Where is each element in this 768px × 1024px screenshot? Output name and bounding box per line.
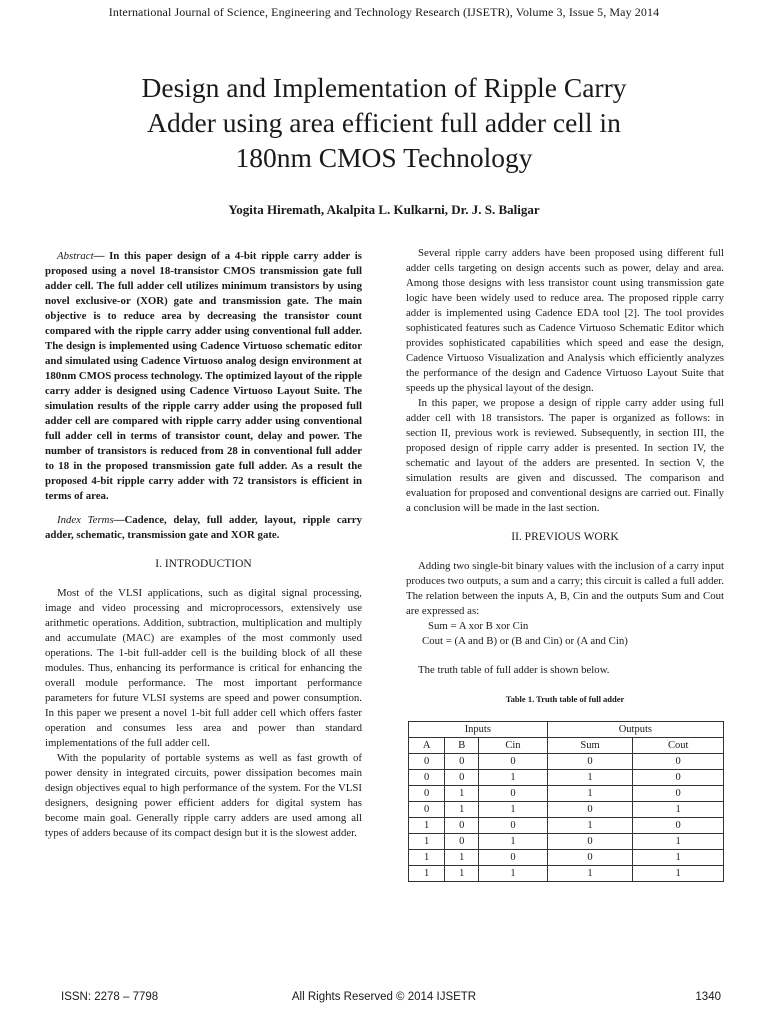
table-cell: 1 (409, 818, 445, 834)
table-cell: 0 (445, 770, 479, 786)
table-cell: 0 (479, 786, 547, 802)
column-header: Sum (547, 738, 633, 754)
table-cell: 0 (547, 802, 633, 818)
left-column (45, 249, 362, 841)
table-cell: 0 (409, 770, 445, 786)
intro-paragraph-2: With the popularity of portable systems as well as fast growth of power density in integrated circuits, power dissipation becomes main design objectives equal to high performance of the system. For the VLSI designers, designing power efficient adders for digital system has become main goal. Generally ripple carry adders are used among all types of adders because of its compact design but it is the slowest adder. (45, 752, 362, 839)
table-header-row (409, 738, 724, 754)
table-cell: 0 (409, 786, 445, 802)
table-cell: 0 (479, 818, 547, 834)
table-row (409, 834, 724, 850)
group-header-outputs: Outputs (547, 722, 723, 738)
abstract (45, 249, 362, 504)
table-row (409, 802, 724, 818)
right-column (406, 246, 724, 882)
table-group-header-row (409, 722, 724, 738)
table-cell: 1 (547, 818, 633, 834)
table-row (409, 754, 724, 770)
table-cell: 0 (445, 754, 479, 770)
table-cell: 0 (547, 834, 633, 850)
table-cell: 0 (633, 754, 724, 770)
table-cell: 1 (445, 786, 479, 802)
journal-header: International Journal of Science, Engineering and Technology Research (IJSETR), Volume 3, Issue 5, May 2014 (108, 5, 660, 19)
table-cell: 1 (445, 850, 479, 866)
footer-page-number: 1340 (695, 991, 721, 1003)
table-row (409, 850, 724, 866)
previous-work-paragraph: Adding two single-bit binary values with the inclusion of a carry input produces two outputs, a sum and a carry; this circuit is called a full adder. The relation between the inputs A, B, Cin and the outputs Sum and Cout are expressed as: (406, 560, 724, 617)
index-terms-label: Index Terms (57, 514, 114, 526)
column-header: A (409, 738, 445, 754)
table-cell: 1 (409, 850, 445, 866)
paper-title (60, 70, 708, 175)
table-caption: Table 1. Truth table of full adder (505, 694, 625, 704)
column-header: Cout (633, 738, 724, 754)
table-cell: 1 (633, 866, 724, 882)
table-row (409, 866, 724, 882)
table-cell: 0 (633, 818, 724, 834)
title-line: 180nm CMOS Technology (235, 142, 533, 173)
title-line: Design and Implementation of Ripple Carry (141, 72, 627, 103)
table-cell: 1 (633, 802, 724, 818)
abstract-label: Abstract (57, 250, 94, 262)
table-cell: 0 (547, 850, 633, 866)
section-heading-introduction: I. INTRODUCTION (155, 558, 252, 570)
table-cell: 1 (633, 850, 724, 866)
table-row (409, 786, 724, 802)
index-terms-text: —Cadence, delay, full adder, layout, ripple carry adder, schematic, transmission gate and XOR gate. (45, 514, 362, 541)
table-cell: 0 (479, 850, 547, 866)
truth-table (408, 721, 724, 882)
table-cell: 1 (479, 770, 547, 786)
body-paragraph-2: In this paper, we propose a design of ripple carry adder using full adder cell with 18 transistors. The paper is organized as follows: in section II, previous work is reviewed. Subsequently, in section III, the proposed design of ripple carry adder is presented. In section IV, the schematic and layout of the adders are presented. In section V, the simulation results are given and discussed. The comparison and evaluation for proposed and conventional designs are carried out. Finally a conclusion will be made in the last section. (406, 397, 724, 514)
table-cell: 1 (445, 802, 479, 818)
table-cell: 1 (409, 834, 445, 850)
table-cell: 1 (445, 866, 479, 882)
table-cell: 1 (409, 866, 445, 882)
table-cell: 1 (633, 834, 724, 850)
table-cell: 0 (445, 818, 479, 834)
column-header: Cin (479, 738, 547, 754)
index-terms (45, 513, 362, 543)
table-row (409, 818, 724, 834)
table-cell: 0 (479, 754, 547, 770)
intro-paragraph-1: Most of the VLSI applications, such as digital signal processing, image and video processing and microprocessors, extensively use arithmetic operations. Addition, subtraction, multiplication and multiply and accumulate (MAC) are examples of the most commonly used operations. The 1-bit full-adder cell is the building block of all these modules. Thus, enhancing its performance is critical for enhancing the overall module performance. The most important performance parameters for future VLSI systems are speed and power consumption. In this paper we present a novel 1-bit full adder cell which offers faster operation and consumes less area and power than standard implementations of the full adder cell. (45, 587, 362, 749)
abstract-text: — In this paper design of a 4-bit ripple carry adder is proposed using a novel 18-transistor CMOS transmission gate full adder cell. The full adder cell utilizes minimum transistors by using novel exclusive-or (XOR) gate and transmission gate. The main objective is to reduce area by decreasing the transistor count compared with the ripple carry adder using conventional full adder. The design is implemented using Cadence Virtuoso schematic editor and simulated using Cadence Virtuoso analog design environment at 180nm CMOS process technology. The optimized layout of the ripple carry adder is designed using Cadence Virtuoso Layout Suite. The simulation results of the ripple carry adder using the proposed full adder cell are compared with ripple carry adder using conventional full adder cell in terms of transistor count, delay and power. The number of transistors is reduced from 28 in conventional full adder to 18 in the proposed transmission gate full adder. As a result the proposed 4-bit ripple carry adder with 72 transistors is efficient in terms of area. (45, 250, 362, 502)
table-cell: 0 (409, 802, 445, 818)
table-cell: 0 (409, 754, 445, 770)
equation-cout: Cout = (A and B) or (B and Cin) or (A and Cin) (422, 635, 628, 647)
footer-rights: All Rights Reserved © 2014 IJSETR (291, 991, 477, 1003)
table-cell: 1 (547, 770, 633, 786)
footer-issn: ISSN: 2278 – 7798 (61, 991, 159, 1003)
table-cell: 0 (547, 754, 633, 770)
body-paragraph-1: Several ripple carry adders have been proposed using different full adder cells targeting on design accents such as power, delay and area. Among those designs with less transistor count using transmission gate logic have been widely used to reduce area. The proposed ripple carry adder is implemented using Cadence EDA tool [2]. The tool provides sophisticated features such as Cadence Virtuoso Schematic Editor which provides sophisticated capabilities which speed and ease the design, Cadence Virtuoso Visualization and Analysis which efficiently analyzes the performance of the design and Cadence Virtuoso Layout Suite that speeds up the physical layout of the design. (406, 247, 724, 394)
table-cell: 0 (633, 770, 724, 786)
table-cell: 1 (547, 866, 633, 882)
section-heading-previous-work: II. PREVIOUS WORK (511, 531, 619, 543)
table-cell: 1 (479, 866, 547, 882)
table-cell: 1 (479, 802, 547, 818)
title-line: Adder using area efficient full adder cell in (147, 107, 621, 138)
column-header: B (445, 738, 479, 754)
table-cell: 1 (547, 786, 633, 802)
table-row (409, 770, 724, 786)
author-list: Yogita Hiremath, Akalpita L. Kulkarni, Dr. J. S. Baligar (228, 202, 540, 217)
table-cell: 1 (479, 834, 547, 850)
group-header-inputs: Inputs (409, 722, 548, 738)
table-cell: 0 (445, 834, 479, 850)
table-cell: 0 (633, 786, 724, 802)
equation-sum: Sum = A xor B xor Cin (428, 620, 529, 632)
truth-table-intro: The truth table of full adder is shown below. (418, 664, 610, 676)
